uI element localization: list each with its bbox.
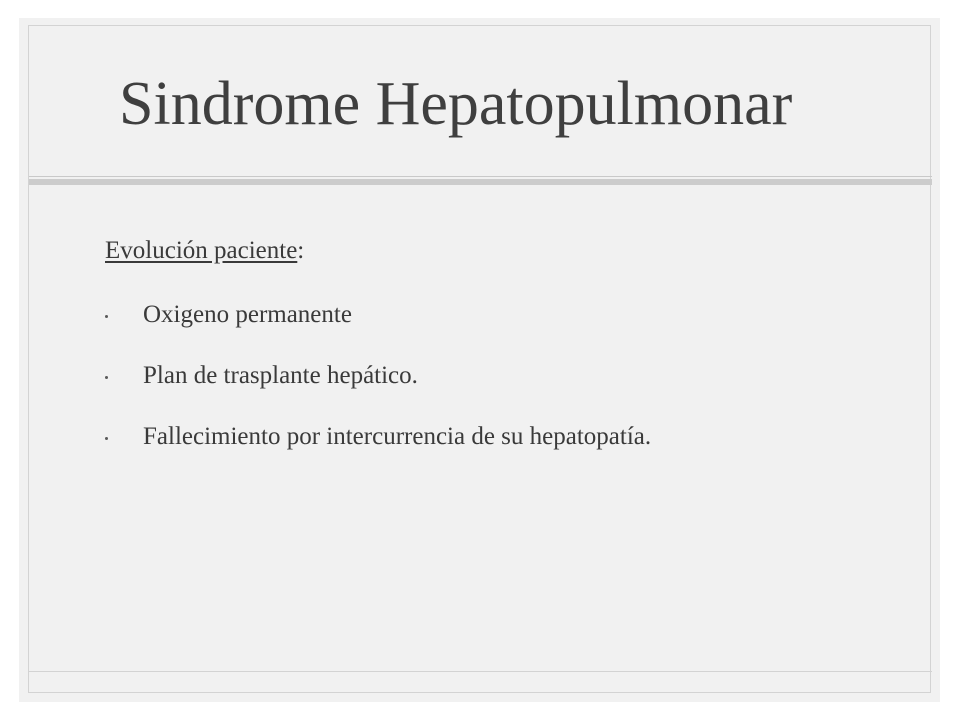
bullet-item	[105, 422, 651, 452]
bullet-dot-icon	[105, 315, 108, 318]
title-bar	[29, 179, 932, 185]
slide-title: Sindrome Hepatopulmonar	[119, 70, 793, 138]
title-divider	[29, 176, 932, 177]
bullet-text: Fallecimiento por intercurrencia de su hepatopatía.	[143, 423, 652, 450]
footer-divider	[29, 671, 932, 672]
slide-frame	[28, 25, 931, 693]
slide	[19, 18, 940, 702]
body-heading	[105, 236, 651, 266]
bullet-dot-icon	[105, 376, 108, 379]
bullet-item	[105, 361, 651, 391]
bullet-text: Plan de trasplante hepático.	[143, 362, 418, 389]
bullet-list	[105, 300, 651, 452]
body-heading-colon: :	[297, 237, 305, 264]
bullet-item	[105, 300, 651, 330]
slide-body	[105, 236, 651, 483]
bullet-dot-icon	[105, 437, 108, 440]
bullet-text: Oxigeno permanente	[143, 301, 352, 328]
body-heading-label: Evolución paciente	[105, 237, 298, 264]
